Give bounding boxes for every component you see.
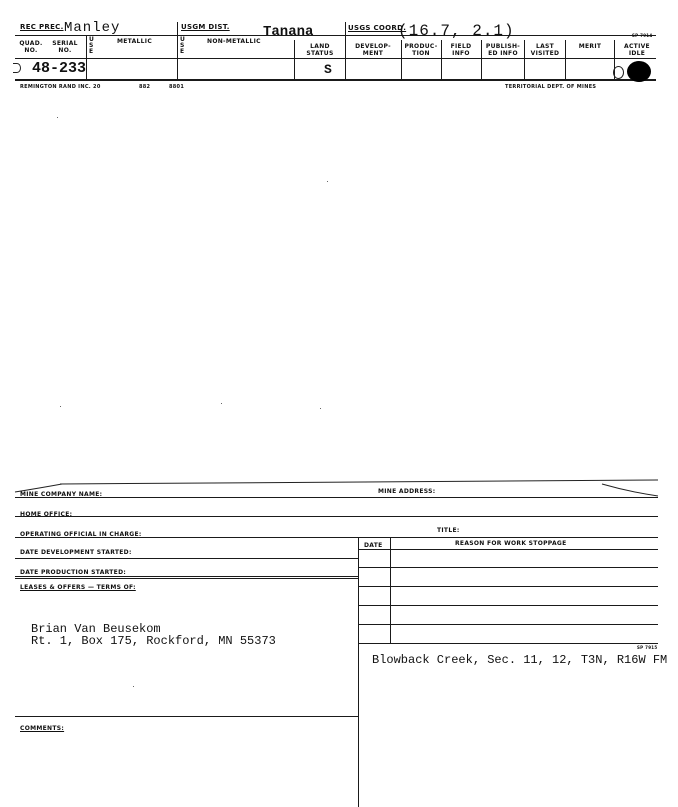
rule <box>15 578 358 579</box>
title-label: TITLE: <box>437 527 460 534</box>
form-code-bottom: SP 7915 <box>637 645 658 650</box>
col-divider <box>177 22 178 79</box>
rec-prec-label: REC PREC. <box>20 23 64 31</box>
use-label-nonmetallic: U S E <box>180 36 186 55</box>
rule <box>15 558 358 559</box>
imprint-num1: 882 <box>139 84 151 90</box>
active-idle-label: ACTIVE IDLE <box>624 43 650 57</box>
home-office-label: HOME OFFICE: <box>20 511 73 518</box>
leases-label: LEASES & OFFERS — TERMS OF: <box>20 584 136 591</box>
comments-label: COMMENTS: <box>20 725 65 732</box>
imprint-left: REMINGTON RAND INC. 20 <box>20 84 101 90</box>
metallic-label: METALLIC <box>117 38 153 45</box>
nonmetallic-label: NON-METALLIC <box>207 38 261 45</box>
lessee-address: Rt. 1, Box 175, Rockford, MN 55373 <box>31 634 276 648</box>
date-column-label: DATE <box>364 542 383 549</box>
center-divider <box>358 537 359 807</box>
mine-address-label: MINE ADDRESS: <box>378 488 436 495</box>
col-divider <box>481 40 482 79</box>
location-text: Blowback Creek, Sec. 11, 12, T3N, R16W FM <box>372 653 668 667</box>
rec-prec-value: Manley <box>64 20 121 36</box>
header-mid-rule <box>15 58 656 59</box>
operating-official-label: OPERATING OFFICIAL IN CHARGE: <box>20 531 142 538</box>
rule <box>15 497 658 498</box>
scan-speck <box>327 181 328 182</box>
reason-label: REASON FOR WORK STOPPAGE <box>455 540 567 547</box>
development-label: DEVELOP-MENT <box>355 43 391 57</box>
mine-company-label: MINE COMPANY NAME: <box>20 491 103 498</box>
form-code-top: SP 7914 <box>632 33 653 38</box>
last-visited-label: LAST VISITED <box>530 43 560 57</box>
col-divider <box>294 40 295 79</box>
scan-speck <box>133 686 134 687</box>
usgs-coord-label: USGS COORD. <box>348 24 407 32</box>
col-divider <box>565 40 566 79</box>
date-development-label: DATE DEVELOPMENT STARTED: <box>20 549 132 556</box>
serial-no-label: SERIAL NO. <box>52 40 78 54</box>
usgm-dist-value: Tanana <box>263 24 314 40</box>
date-production-label: DATE PRODUCTION STARTED: <box>20 569 127 576</box>
scan-speck <box>221 403 222 404</box>
scan-speck <box>60 406 61 407</box>
col-divider <box>401 40 402 79</box>
punch-hole-left <box>13 63 21 73</box>
rule <box>15 516 658 517</box>
rule <box>358 567 658 568</box>
col-divider <box>441 40 442 79</box>
scan-speck <box>57 117 58 118</box>
col-divider <box>345 22 346 79</box>
col-divider <box>524 40 525 79</box>
imprint-right: TERRITORIAL DEPT. OF MINES <box>505 84 597 90</box>
field-info-label: FIELD INFO <box>450 43 472 57</box>
rule <box>358 643 658 644</box>
date-col-divider <box>390 537 391 643</box>
quad-no-label: QUAD. NO. <box>19 40 43 54</box>
rule <box>358 549 658 550</box>
rule <box>358 605 658 606</box>
production-label: PRODUC-TION <box>404 43 438 57</box>
usgm-dist-label: USGM DIST. <box>181 23 230 31</box>
active-punch-mark <box>627 61 651 82</box>
published-info-label: PUBLISH-ED INFO <box>485 43 521 57</box>
quad-serial-value: 48-233 <box>32 60 87 77</box>
lessee-name: Brian Van Beusekom <box>31 622 161 636</box>
merit-label: MERIT <box>578 43 602 50</box>
scan-speck <box>320 408 321 409</box>
rule <box>358 586 658 587</box>
rule <box>15 576 358 577</box>
rule <box>15 716 358 717</box>
land-status-value: S <box>324 62 332 77</box>
rule <box>358 624 658 625</box>
usgs-coord-value: (16.7, 2.1) <box>398 22 515 40</box>
land-status-label: LAND STATUS <box>306 43 334 57</box>
use-label-metallic: U S E <box>89 36 95 55</box>
col-divider <box>86 36 87 79</box>
active-hole-outline <box>613 66 624 79</box>
imprint-num2: 8801 <box>169 84 185 90</box>
header-bottom-rule <box>15 79 656 81</box>
